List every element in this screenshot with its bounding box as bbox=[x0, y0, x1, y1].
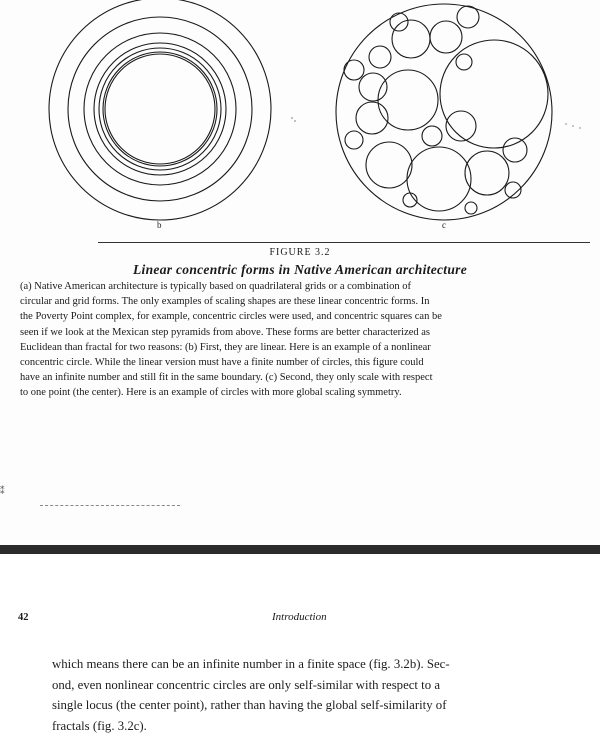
figure-title: Linear concentric forms in Native American architecture bbox=[133, 262, 467, 277]
panel-c-label: c bbox=[442, 220, 446, 230]
figure-illustrations bbox=[0, 0, 600, 240]
body-line: which means there can be an infinite number in a finite space (fig. 3.2b). Sec- bbox=[52, 657, 450, 671]
running-head: Introduction bbox=[272, 611, 327, 623]
concentric-circles-figure-b bbox=[49, 0, 271, 220]
caption-line: have an infinite number and still fit in the same boundary. (c) Second, they only scale with respect bbox=[20, 372, 433, 384]
figure-rule bbox=[98, 242, 590, 243]
body-line: ond, even nonlinear concentric circles are only self-similar with respect to a bbox=[52, 677, 441, 692]
caption-line: concentric circle. While the linear version must have a finite number of circles, this figure could bbox=[20, 357, 424, 369]
body-line: single locus (the center point), rather than having the global self-similarity of bbox=[52, 698, 447, 712]
body-line: fractals (fig. 3.2c). bbox=[52, 718, 147, 733]
caption-line: seen if we look at the Mexican step pyramids from above. These forms are better characterized as bbox=[20, 326, 431, 338]
caption-line: circular and grid forms. The only examples of scaling shapes are these linear concentric forms. In bbox=[20, 296, 430, 308]
caption-line: Euclidean than fractal for two reasons: (b) First, they are linear. Here is an example of a nonlinear bbox=[20, 341, 431, 353]
scan-dashes bbox=[40, 505, 180, 506]
figure-caption bbox=[20, 279, 592, 401]
margin-scan-mark: ⁑ bbox=[0, 487, 5, 497]
caption-line: (a) Native American architecture is typically based on quadrilateral grids or a combination of bbox=[20, 281, 411, 292]
page-number: 42 bbox=[18, 612, 29, 623]
packed-circles-figure-c bbox=[336, 4, 552, 220]
figure-number: FIGURE 3.2 bbox=[269, 247, 331, 258]
caption-line: the Poverty Point complex, for example, concentric circles were used, and concentric squares can be bbox=[20, 311, 442, 323]
caption-line: to one point (the center). Here is an example of circles with more global scaling symmetry. bbox=[20, 387, 402, 399]
page-divider bbox=[0, 545, 600, 554]
panel-b-label: b bbox=[157, 220, 162, 230]
body-paragraph bbox=[52, 654, 567, 736]
